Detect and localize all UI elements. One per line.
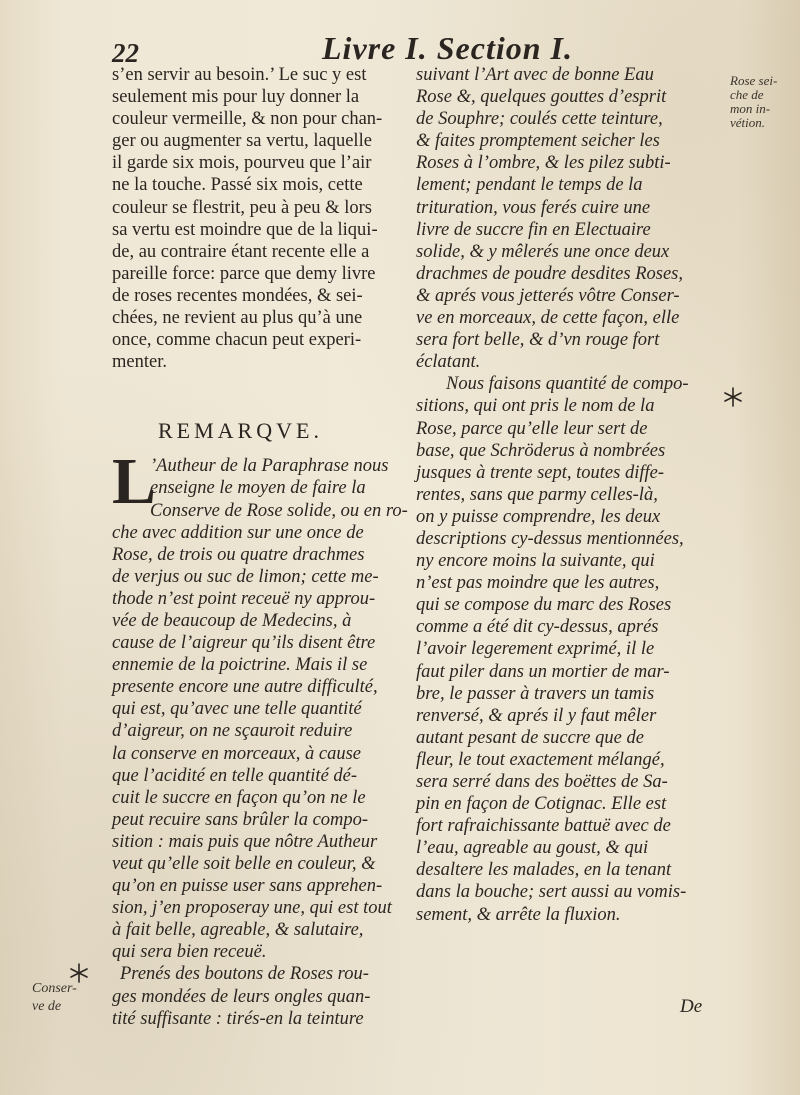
text-line: cause de l’aigreur qu’ils disent être xyxy=(112,633,376,654)
text-line: pin en façon de Cotignac. Elle est xyxy=(416,794,667,815)
text-line: ennemie de la poictrine. Mais il se xyxy=(112,655,368,676)
text-line: jusques à trente sept, toutes diffe- xyxy=(416,462,664,483)
margin-note-line: vétion. xyxy=(730,115,766,130)
text-line: de Souphre; coulés cette teinture, xyxy=(416,109,663,130)
text-line: d’aigreur, on ne sçauroit reduire xyxy=(112,721,353,742)
text-line: de roses recentes mondées, & sei- xyxy=(112,285,363,306)
left-column xyxy=(112,64,408,1030)
asterisk-mark-icon xyxy=(68,962,90,984)
text-line: l’avoir legerement exprimé, il le xyxy=(416,639,655,660)
text-line: suivant l’Art avec de bonne Eau xyxy=(416,65,654,85)
margin-note-line: mon in- xyxy=(730,101,771,116)
text-line: renversé, & aprés il y faut mêler xyxy=(416,705,657,726)
text-line: ne la touche. Passé six mois, cette xyxy=(112,175,363,196)
text-line: solide, & y mêlerés une once deux xyxy=(416,241,670,262)
text-line: sera fort belle, & d’vn rouge fort xyxy=(416,330,660,351)
text-line: que l’acidité en telle quantité dé- xyxy=(112,765,358,786)
text-line: sement, & arrête la fluxion. xyxy=(416,904,621,925)
text-line: presente encore une autre difficulté, xyxy=(112,677,378,698)
text-line: de, au contraire étant recente elle a xyxy=(112,241,370,262)
text-line: Rose, parce qu’elle leur sert de xyxy=(416,418,648,439)
text-line: la conserve en morceaux, à cause xyxy=(112,743,361,764)
text-line: lement; pendant le temps de la xyxy=(416,175,643,196)
margin-note-line: Conser- xyxy=(32,981,77,996)
text-line: on y puisse comprendre, les deux xyxy=(416,506,661,527)
text-line: ny encore moins la suivante, qui xyxy=(416,551,655,572)
asterisk-mark-icon xyxy=(722,386,744,408)
text-line: à fait belle, agreable, & salutaire, xyxy=(112,920,364,941)
text-line: fleur, le tout exactement mélangé, xyxy=(416,749,665,770)
text-line: & faites promptement seicher les xyxy=(416,131,660,152)
text-line: qui est, qu’avec une telle quantité xyxy=(112,699,362,720)
text-line: cuit le succre en façon qu’on ne le xyxy=(112,787,366,808)
text-line: menter. xyxy=(112,352,167,373)
text-line: peut recuire sans brûler la compo- xyxy=(112,809,369,830)
text-line: sa vertu est moindre que de la liqui- xyxy=(112,219,378,240)
text-line: éclatant. xyxy=(416,352,481,373)
running-title: Livre I. Section I. xyxy=(322,30,573,66)
text-line: seulement mis pour luy donner la xyxy=(112,87,360,108)
section-heading-remarque: REMARQVE. xyxy=(158,418,323,444)
text-line: descriptions cy-dessus mentionnées, xyxy=(416,528,684,549)
text-line: ’Autheur de la Paraphrase nous xyxy=(150,456,389,477)
text-line: qui se compose du marc des Roses xyxy=(416,595,672,616)
text-line: Conserve de Rose solide, ou en ro- xyxy=(150,500,408,521)
margin-note-left xyxy=(32,980,82,1016)
margin-note-right xyxy=(730,74,796,130)
text-line: tité suffisante : tirés-en la teinture xyxy=(112,1008,364,1029)
catchword: De xyxy=(680,996,703,1017)
margin-note-line: che de xyxy=(730,87,764,102)
text-line: thode n’est point receuë ny approu- xyxy=(112,588,376,609)
text-line: de verjus ou suc de limon; cette me- xyxy=(112,566,379,587)
text-line: drachmes de poudre desdites Roses, xyxy=(416,263,684,284)
text-line: vée de beaucoup de Medecins, à xyxy=(112,610,352,631)
text-line: sera serré dans des boëttes de Sa- xyxy=(416,772,668,792)
text-line: sion, j’en proposeray une, qui est tout xyxy=(112,898,392,919)
text-line: Rose &, quelques gouttes d’esprit xyxy=(416,87,667,108)
text-line: couleur se flestrit, peu à peu & lors xyxy=(112,197,372,218)
text-line: fort rafraichissante battuë avec de xyxy=(416,816,671,837)
text-line: Nous faisons quantité de compo- xyxy=(446,374,689,395)
margin-note-line: Rose sei- xyxy=(730,73,778,88)
text-line: n’est pas moindre que les autres, xyxy=(416,573,660,594)
text-line: bre, le passer à travers un tamis xyxy=(416,683,655,704)
text-line: enseigne le moyen de faire la xyxy=(150,478,366,499)
text-line: autant pesant de succre que de xyxy=(416,727,644,748)
text-line: che avec addition sur une once de xyxy=(112,522,364,543)
text-line: ger ou augmenter sa vertu, laquelle xyxy=(112,131,372,152)
text-line: veut qu’elle soit belle en couleur, & xyxy=(112,854,376,874)
text-line: sition : mais puis que nôtre Autheur xyxy=(112,831,378,852)
drop-cap: L xyxy=(112,445,157,519)
text-line: rentes, sans que parmy celles-là, xyxy=(416,484,658,505)
text-line: Prenés des boutons de Roses rou- xyxy=(120,964,369,985)
text-line: dans la bouche; sert aussi au vomis- xyxy=(416,882,687,903)
text-line: ve en morceaux, de cette façon, elle xyxy=(416,308,680,329)
text-line: s’en servir au besoin.’ Le suc y est xyxy=(112,65,367,85)
right-column xyxy=(416,64,724,926)
text-line: qui sera bien receuë. xyxy=(112,942,267,963)
text-line: qu’on en puisse user sans apprehen- xyxy=(112,876,383,897)
text-line: desaltere les malades, en la tenant xyxy=(416,860,672,881)
text-line: pareille force: parce que demy livre xyxy=(112,263,376,284)
text-line: livre de succre fin en Electuaire xyxy=(416,219,651,240)
text-line: il garde six mois, pourveu que l’air xyxy=(112,153,372,174)
text-line: chées, ne revient au plus qu’à une xyxy=(112,308,363,329)
text-line: sitions, qui ont pris le nom de la xyxy=(416,396,655,417)
margin-note-line: ve de xyxy=(32,999,62,1014)
text-line: comme a été dit cy-dessus, aprés xyxy=(416,617,659,638)
text-line: Rose, de trois ou quatre drachmes xyxy=(112,544,365,565)
text-line: trituration, vous ferés cuire une xyxy=(416,197,651,218)
text-line: Roses à l’ombre, & les pilez subti- xyxy=(416,153,671,174)
text-line: couleur vermeille, & non pour chan- xyxy=(112,109,383,130)
remarque-paragraph xyxy=(112,445,408,1029)
text-line: & aprés vous jetterés vôtre Conser- xyxy=(416,285,680,306)
text-line: ges mondées de leurs ongles quan- xyxy=(112,986,371,1007)
text-line: faut piler dans un mortier de mar- xyxy=(416,661,670,682)
text-line: l’eau, agreable au goust, & qui xyxy=(416,838,649,859)
text-line: once, comme chacun peut experi- xyxy=(112,330,362,351)
page-number: 22 xyxy=(112,38,139,68)
text-line: base, que Schröderus à nombrées xyxy=(416,440,666,461)
